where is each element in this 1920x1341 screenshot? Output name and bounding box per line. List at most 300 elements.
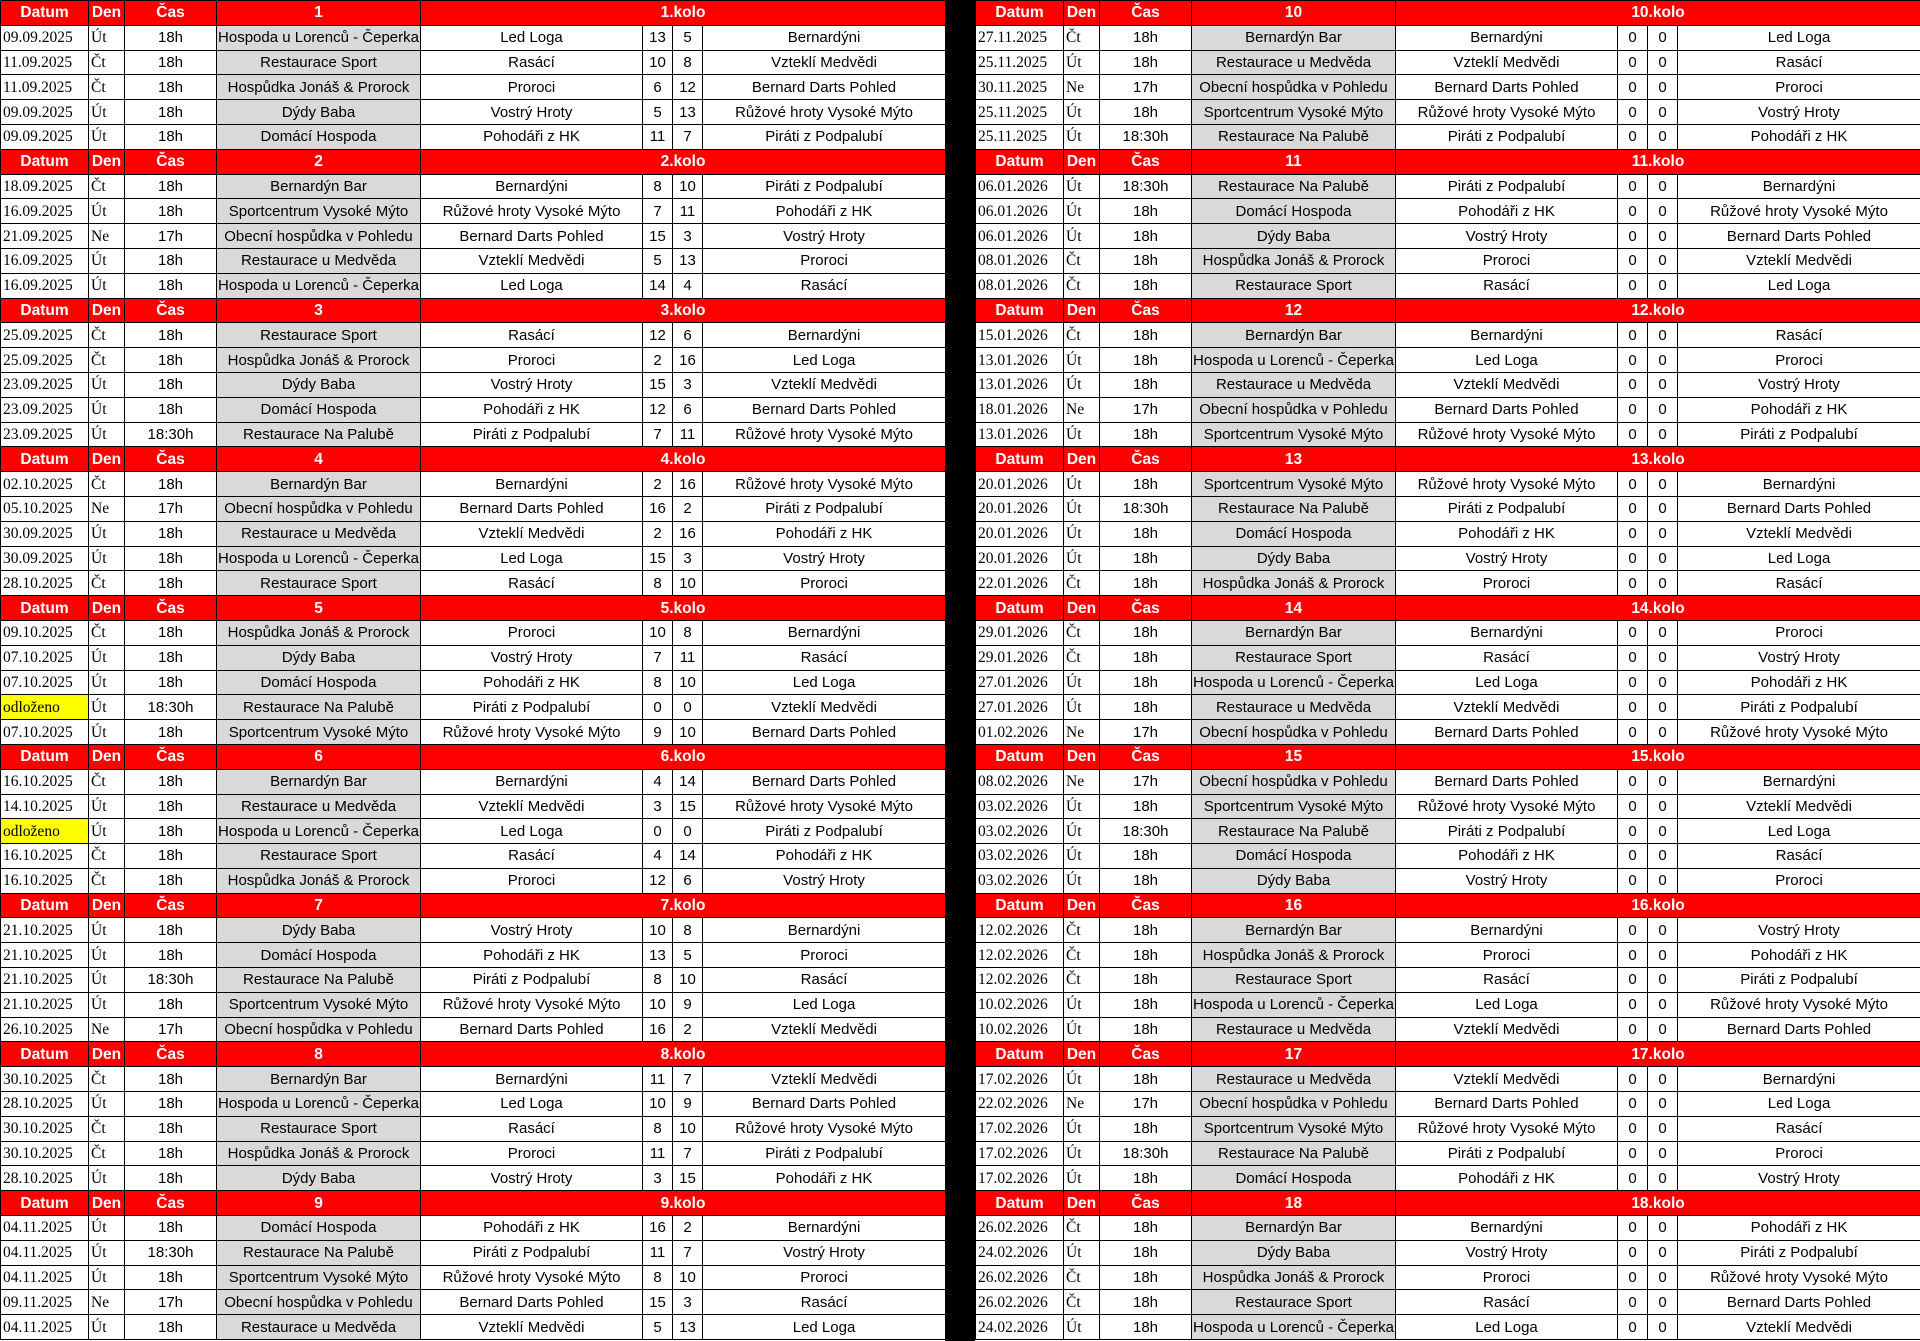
match-date: 26.02.2026 — [976, 1265, 1064, 1290]
day-column-header: Den — [89, 744, 125, 769]
home-score: 10 — [643, 992, 673, 1017]
home-team: Piráti z Podpalubí — [1396, 174, 1618, 199]
round-header-row — [976, 298, 1920, 323]
match-time: 18h — [125, 620, 217, 645]
away-team: Led Loga — [1678, 819, 1920, 844]
away-score: 0 — [1648, 943, 1678, 968]
match-day: Út — [89, 1315, 125, 1340]
match-time: 18h — [1100, 620, 1192, 645]
away-score: 11 — [673, 422, 703, 447]
date-column-header: Datum — [1, 1, 89, 26]
match-time: 18:30h — [1100, 174, 1192, 199]
match-date: 26.02.2026 — [976, 1216, 1064, 1241]
round-number: 4 — [217, 447, 421, 472]
match-time: 18h — [125, 943, 217, 968]
match-time: 18h — [125, 472, 217, 497]
match-date: 20.01.2026 — [976, 521, 1064, 546]
match-row — [1, 348, 946, 373]
match-row — [1, 50, 946, 75]
round-number: 16 — [1192, 893, 1396, 918]
home-team: Led Loga — [1396, 1315, 1618, 1340]
home-score: 0 — [1618, 918, 1648, 943]
round-number: 6 — [217, 744, 421, 769]
home-team: Bernardýni — [1396, 25, 1618, 50]
match-day: Út — [89, 670, 125, 695]
away-team: Led Loga — [703, 992, 946, 1017]
home-score: 0 — [1618, 645, 1648, 670]
match-row — [976, 769, 1920, 794]
match-date: 18.09.2025 — [1, 174, 89, 199]
away-team: Bernardýni — [703, 25, 946, 50]
match-day: Út — [89, 992, 125, 1017]
away-score: 2 — [673, 1017, 703, 1042]
match-date: 30.11.2025 — [976, 75, 1064, 100]
home-team: Růžové hroty Vysoké Mýto — [1396, 422, 1618, 447]
match-date: 01.02.2026 — [976, 720, 1064, 745]
home-score: 0 — [1618, 174, 1648, 199]
time-column-header: Čas — [125, 298, 217, 323]
away-score: 14 — [673, 769, 703, 794]
match-date: 11.09.2025 — [1, 75, 89, 100]
home-score: 0 — [1618, 844, 1648, 869]
away-score: 10 — [673, 174, 703, 199]
match-day: Út — [1064, 496, 1100, 521]
away-team: Růžové hroty Vysoké Mýto — [1678, 992, 1920, 1017]
match-venue: Hospoda u Lorenců - Čeperka — [1192, 670, 1396, 695]
round-label: 16.kolo — [1396, 893, 1920, 918]
match-time: 18h — [125, 397, 217, 422]
round-label: 2.kolo — [421, 149, 946, 174]
match-date: 28.10.2025 — [1, 1092, 89, 1117]
day-column-header: Den — [89, 1191, 125, 1216]
date-column-header: Datum — [1, 596, 89, 621]
match-day: Út — [1064, 1067, 1100, 1092]
away-score: 0 — [1648, 521, 1678, 546]
away-score: 0 — [673, 695, 703, 720]
match-venue: Hospoda u Lorenců - Čeperka — [217, 819, 421, 844]
match-venue: Hospoda u Lorenců - Čeperka — [217, 1092, 421, 1117]
home-team: Led Loga — [421, 819, 643, 844]
match-day: Út — [1064, 50, 1100, 75]
home-score: 0 — [1618, 1240, 1648, 1265]
match-venue: Obecní hospůdka v Pohledu — [1192, 397, 1396, 422]
home-score: 0 — [1618, 670, 1648, 695]
match-date: 17.02.2026 — [976, 1116, 1064, 1141]
away-score: 0 — [1648, 645, 1678, 670]
away-score: 13 — [673, 1315, 703, 1340]
match-row — [976, 670, 1920, 695]
home-team: Proroci — [421, 348, 643, 373]
match-day: Út — [89, 1216, 125, 1241]
match-row — [1, 1290, 946, 1315]
home-team: Rasácí — [421, 323, 643, 348]
match-time: 18h — [125, 100, 217, 125]
away-score: 0 — [1648, 472, 1678, 497]
away-team: Pohodáři z HK — [703, 521, 946, 546]
away-score: 0 — [1648, 496, 1678, 521]
away-team: Vostrý Hroty — [1678, 1166, 1920, 1191]
match-venue: Dýdy Baba — [1192, 868, 1396, 893]
home-team: Led Loga — [1396, 992, 1618, 1017]
home-score: 3 — [643, 794, 673, 819]
away-team: Bernardýni — [703, 323, 946, 348]
match-date: 04.11.2025 — [1, 1265, 89, 1290]
match-row — [976, 521, 1920, 546]
home-score: 12 — [643, 868, 673, 893]
away-team: Bernardýni — [703, 1216, 946, 1241]
match-day: Čt — [1064, 273, 1100, 298]
match-venue: Hospůdka Jonáš & Prorock — [217, 75, 421, 100]
date-column-header: Datum — [976, 1191, 1064, 1216]
round-label: 8.kolo — [421, 1042, 946, 1067]
away-score: 7 — [673, 1067, 703, 1092]
match-time: 18:30h — [125, 422, 217, 447]
match-venue: Hospoda u Lorenců - Čeperka — [217, 546, 421, 571]
round-number: 11 — [1192, 149, 1396, 174]
match-date: 30.10.2025 — [1, 1116, 89, 1141]
home-team: Proroci — [1396, 571, 1618, 596]
match-time: 18h — [125, 571, 217, 596]
match-day: Út — [1064, 844, 1100, 869]
match-time: 18h — [1100, 248, 1192, 273]
match-date: 25.09.2025 — [1, 323, 89, 348]
away-score: 0 — [1648, 1092, 1678, 1117]
match-row — [976, 224, 1920, 249]
match-date: 20.01.2026 — [976, 496, 1064, 521]
match-venue: Hospůdka Jonáš & Prorock — [1192, 571, 1396, 596]
round-header-row — [976, 893, 1920, 918]
match-date: 14.10.2025 — [1, 794, 89, 819]
match-time: 18h — [125, 670, 217, 695]
home-team: Piráti z Podpalubí — [1396, 819, 1618, 844]
home-score: 0 — [1618, 1166, 1648, 1191]
away-score: 0 — [1648, 794, 1678, 819]
match-venue: Hospůdka Jonáš & Prorock — [1192, 1265, 1396, 1290]
away-score: 3 — [673, 546, 703, 571]
home-team: Pohodáři z HK — [1396, 521, 1618, 546]
match-date: 21.10.2025 — [1, 918, 89, 943]
home-score: 0 — [1618, 1315, 1648, 1340]
home-team: Bernard Darts Pohled — [421, 496, 643, 521]
away-score: 0 — [1648, 174, 1678, 199]
match-row — [976, 199, 1920, 224]
match-time: 18h — [125, 273, 217, 298]
home-score: 16 — [643, 1017, 673, 1042]
away-team: Rasácí — [703, 273, 946, 298]
match-day: Út — [1064, 1315, 1100, 1340]
match-day: Út — [89, 422, 125, 447]
postponed-badge: odloženo — [1, 695, 89, 720]
match-time: 18h — [1100, 695, 1192, 720]
away-score: 4 — [673, 273, 703, 298]
match-row — [976, 124, 1920, 149]
away-score: 3 — [673, 224, 703, 249]
day-column-header: Den — [1064, 596, 1100, 621]
match-time: 18h — [125, 1265, 217, 1290]
away-score: 7 — [673, 1240, 703, 1265]
home-team: Rasácí — [421, 844, 643, 869]
match-date: 07.10.2025 — [1, 670, 89, 695]
away-team: Pohodáři z HK — [1678, 670, 1920, 695]
match-row — [976, 620, 1920, 645]
match-row — [976, 918, 1920, 943]
away-score: 0 — [1648, 199, 1678, 224]
match-venue: Dýdy Baba — [1192, 1240, 1396, 1265]
home-team: Bernardýni — [421, 174, 643, 199]
away-team: Růžové hroty Vysoké Mýto — [1678, 1265, 1920, 1290]
away-team: Bernardýni — [1678, 174, 1920, 199]
match-time: 18h — [1100, 323, 1192, 348]
date-column-header: Datum — [1, 893, 89, 918]
match-venue: Restaurace Sport — [217, 323, 421, 348]
match-row — [1, 670, 946, 695]
home-team: Vostrý Hroty — [421, 100, 643, 125]
home-team: Bernardýni — [1396, 1216, 1618, 1241]
match-day: Čt — [1064, 918, 1100, 943]
match-row — [1, 75, 946, 100]
day-column-header: Den — [89, 149, 125, 174]
match-venue: Bernardýn Bar — [1192, 918, 1396, 943]
match-day: Čt — [1064, 25, 1100, 50]
away-team: Piráti z Podpalubí — [703, 496, 946, 521]
match-date: 30.09.2025 — [1, 521, 89, 546]
away-score: 2 — [673, 1216, 703, 1241]
home-score: 0 — [1618, 1265, 1648, 1290]
home-team: Bernard Darts Pohled — [1396, 397, 1618, 422]
match-time: 18h — [1100, 571, 1192, 596]
match-venue: Restaurace u Medvěda — [1192, 50, 1396, 75]
match-time: 18h — [125, 868, 217, 893]
match-date: 16.09.2025 — [1, 199, 89, 224]
day-column-header: Den — [1064, 149, 1100, 174]
match-time: 18h — [1100, 1315, 1192, 1340]
home-team: Piráti z Podpalubí — [421, 968, 643, 993]
match-time: 18h — [1100, 868, 1192, 893]
match-row — [976, 273, 1920, 298]
day-column-header: Den — [1064, 893, 1100, 918]
time-column-header: Čas — [1100, 447, 1192, 472]
time-column-header: Čas — [125, 1191, 217, 1216]
away-score: 0 — [1648, 769, 1678, 794]
match-day: Ne — [1064, 75, 1100, 100]
home-team: Proroci — [1396, 248, 1618, 273]
center-divider — [945, 0, 975, 1341]
match-date: 29.01.2026 — [976, 645, 1064, 670]
away-score: 0 — [1648, 124, 1678, 149]
match-row — [976, 1290, 1920, 1315]
home-score: 15 — [643, 224, 673, 249]
match-day: Út — [89, 273, 125, 298]
home-team: Pohodáři z HK — [1396, 199, 1618, 224]
match-day: Ne — [1064, 769, 1100, 794]
match-time: 17h — [125, 1290, 217, 1315]
away-team: Pohodáři z HK — [1678, 1216, 1920, 1241]
match-venue: Hospůdka Jonáš & Prorock — [1192, 248, 1396, 273]
away-score: 0 — [1648, 968, 1678, 993]
match-row — [1, 968, 946, 993]
home-score: 0 — [1618, 720, 1648, 745]
home-score: 0 — [1618, 75, 1648, 100]
match-venue: Dýdy Baba — [217, 372, 421, 397]
away-score: 0 — [1648, 868, 1678, 893]
home-team: Vostrý Hroty — [421, 918, 643, 943]
away-score: 0 — [1648, 620, 1678, 645]
away-team: Piráti z Podpalubí — [703, 819, 946, 844]
match-day: Čt — [89, 571, 125, 596]
away-score: 0 — [1648, 1290, 1678, 1315]
away-score: 5 — [673, 943, 703, 968]
match-time: 18h — [125, 918, 217, 943]
day-column-header: Den — [1064, 298, 1100, 323]
away-team: Piráti z Podpalubí — [1678, 695, 1920, 720]
match-date: 10.02.2026 — [976, 1017, 1064, 1042]
match-day: Čt — [89, 472, 125, 497]
match-day: Út — [1064, 124, 1100, 149]
away-score: 0 — [1648, 372, 1678, 397]
match-venue: Domácí Hospoda — [217, 670, 421, 695]
match-venue: Sportcentrum Vysoké Mýto — [217, 992, 421, 1017]
away-score: 0 — [1648, 75, 1678, 100]
away-team: Bernard Darts Pohled — [703, 769, 946, 794]
home-team: Proroci — [1396, 943, 1618, 968]
home-team: Růžové hroty Vysoké Mýto — [1396, 100, 1618, 125]
match-row — [976, 1240, 1920, 1265]
match-day: Út — [1064, 348, 1100, 373]
schedule-left-half — [0, 0, 945, 1341]
match-date: 09.09.2025 — [1, 25, 89, 50]
match-time: 18h — [1100, 1017, 1192, 1042]
home-team: Bernardýni — [421, 769, 643, 794]
home-team: Piráti z Podpalubí — [1396, 124, 1618, 149]
home-score: 5 — [643, 248, 673, 273]
round-label: 3.kolo — [421, 298, 946, 323]
home-score: 2 — [643, 472, 673, 497]
match-venue: Hospůdka Jonáš & Prorock — [217, 620, 421, 645]
away-team: Bernardýni — [703, 918, 946, 943]
round-header-row — [1, 744, 946, 769]
match-date: 21.10.2025 — [1, 943, 89, 968]
home-score: 10 — [643, 50, 673, 75]
away-score: 8 — [673, 620, 703, 645]
home-team: Vzteklí Medvědi — [1396, 50, 1618, 75]
time-column-header: Čas — [125, 596, 217, 621]
home-score: 0 — [1618, 224, 1648, 249]
match-time: 17h — [1100, 75, 1192, 100]
match-day: Čt — [1064, 968, 1100, 993]
match-day: Čt — [89, 348, 125, 373]
match-row — [1, 1017, 946, 1042]
match-time: 18h — [125, 50, 217, 75]
match-venue: Bernardýn Bar — [217, 174, 421, 199]
match-row — [976, 819, 1920, 844]
match-day: Čt — [1064, 1290, 1100, 1315]
home-score: 0 — [1618, 50, 1648, 75]
away-score: 0 — [1648, 273, 1678, 298]
match-time: 18h — [1100, 1166, 1192, 1191]
match-time: 18h — [1100, 1116, 1192, 1141]
away-team: Proroci — [1678, 348, 1920, 373]
home-score: 0 — [1618, 1141, 1648, 1166]
away-team: Bernard Darts Pohled — [1678, 224, 1920, 249]
match-time: 18h — [125, 546, 217, 571]
match-date: 21.10.2025 — [1, 968, 89, 993]
away-team: Proroci — [703, 248, 946, 273]
match-time: 18h — [1100, 25, 1192, 50]
match-row — [976, 992, 1920, 1017]
match-time: 18h — [1100, 1067, 1192, 1092]
home-score: 13 — [643, 25, 673, 50]
match-row — [1, 25, 946, 50]
time-column-header: Čas — [125, 149, 217, 174]
home-team: Vostrý Hroty — [1396, 224, 1618, 249]
match-row — [976, 1116, 1920, 1141]
match-row — [976, 50, 1920, 75]
match-venue: Hospoda u Lorenců - Čeperka — [217, 273, 421, 298]
match-date: 13.01.2026 — [976, 348, 1064, 373]
date-column-header: Datum — [1, 1042, 89, 1067]
away-score: 0 — [1648, 224, 1678, 249]
away-team: Proroci — [703, 571, 946, 596]
match-row — [1, 496, 946, 521]
away-team: Vzteklí Medvědi — [1678, 521, 1920, 546]
home-team: Led Loga — [421, 25, 643, 50]
match-date: 16.10.2025 — [1, 769, 89, 794]
away-score: 0 — [1648, 422, 1678, 447]
match-date: 25.11.2025 — [976, 100, 1064, 125]
match-day: Ne — [89, 1290, 125, 1315]
match-row — [1, 546, 946, 571]
time-column-header: Čas — [1100, 298, 1192, 323]
home-team: Bernardýni — [1396, 323, 1618, 348]
match-venue: Obecní hospůdka v Pohledu — [1192, 75, 1396, 100]
match-date: 03.02.2026 — [976, 844, 1064, 869]
match-time: 17h — [1100, 769, 1192, 794]
match-day: Út — [1064, 1166, 1100, 1191]
away-score: 0 — [1648, 546, 1678, 571]
home-score: 8 — [643, 670, 673, 695]
home-score: 14 — [643, 273, 673, 298]
home-score: 0 — [1618, 124, 1648, 149]
match-row — [976, 868, 1920, 893]
match-time: 18h — [125, 992, 217, 1017]
match-day: Čt — [89, 868, 125, 893]
match-date: 30.09.2025 — [1, 546, 89, 571]
home-score: 0 — [1618, 968, 1648, 993]
match-row — [976, 943, 1920, 968]
match-day: Út — [89, 1265, 125, 1290]
time-column-header: Čas — [1100, 744, 1192, 769]
match-day: Út — [1064, 1116, 1100, 1141]
match-date: 21.10.2025 — [1, 992, 89, 1017]
day-column-header: Den — [1064, 744, 1100, 769]
match-row — [1, 273, 946, 298]
away-team: Bernardýni — [1678, 472, 1920, 497]
match-day: Čt — [89, 323, 125, 348]
away-team: Bernard Darts Pohled — [1678, 496, 1920, 521]
match-date: 16.09.2025 — [1, 273, 89, 298]
match-venue: Sportcentrum Vysoké Mýto — [1192, 422, 1396, 447]
match-venue: Restaurace u Medvěda — [217, 248, 421, 273]
match-venue: Restaurace Na Palubě — [1192, 1141, 1396, 1166]
away-team: Vostrý Hroty — [703, 546, 946, 571]
away-team: Piráti z Podpalubí — [1678, 968, 1920, 993]
away-team: Pohodáři z HK — [1678, 397, 1920, 422]
match-date: 24.02.2026 — [976, 1240, 1064, 1265]
match-row — [1, 248, 946, 273]
round-label: 14.kolo — [1396, 596, 1920, 621]
match-day: Čt — [1064, 1216, 1100, 1241]
match-venue: Obecní hospůdka v Pohledu — [1192, 720, 1396, 745]
